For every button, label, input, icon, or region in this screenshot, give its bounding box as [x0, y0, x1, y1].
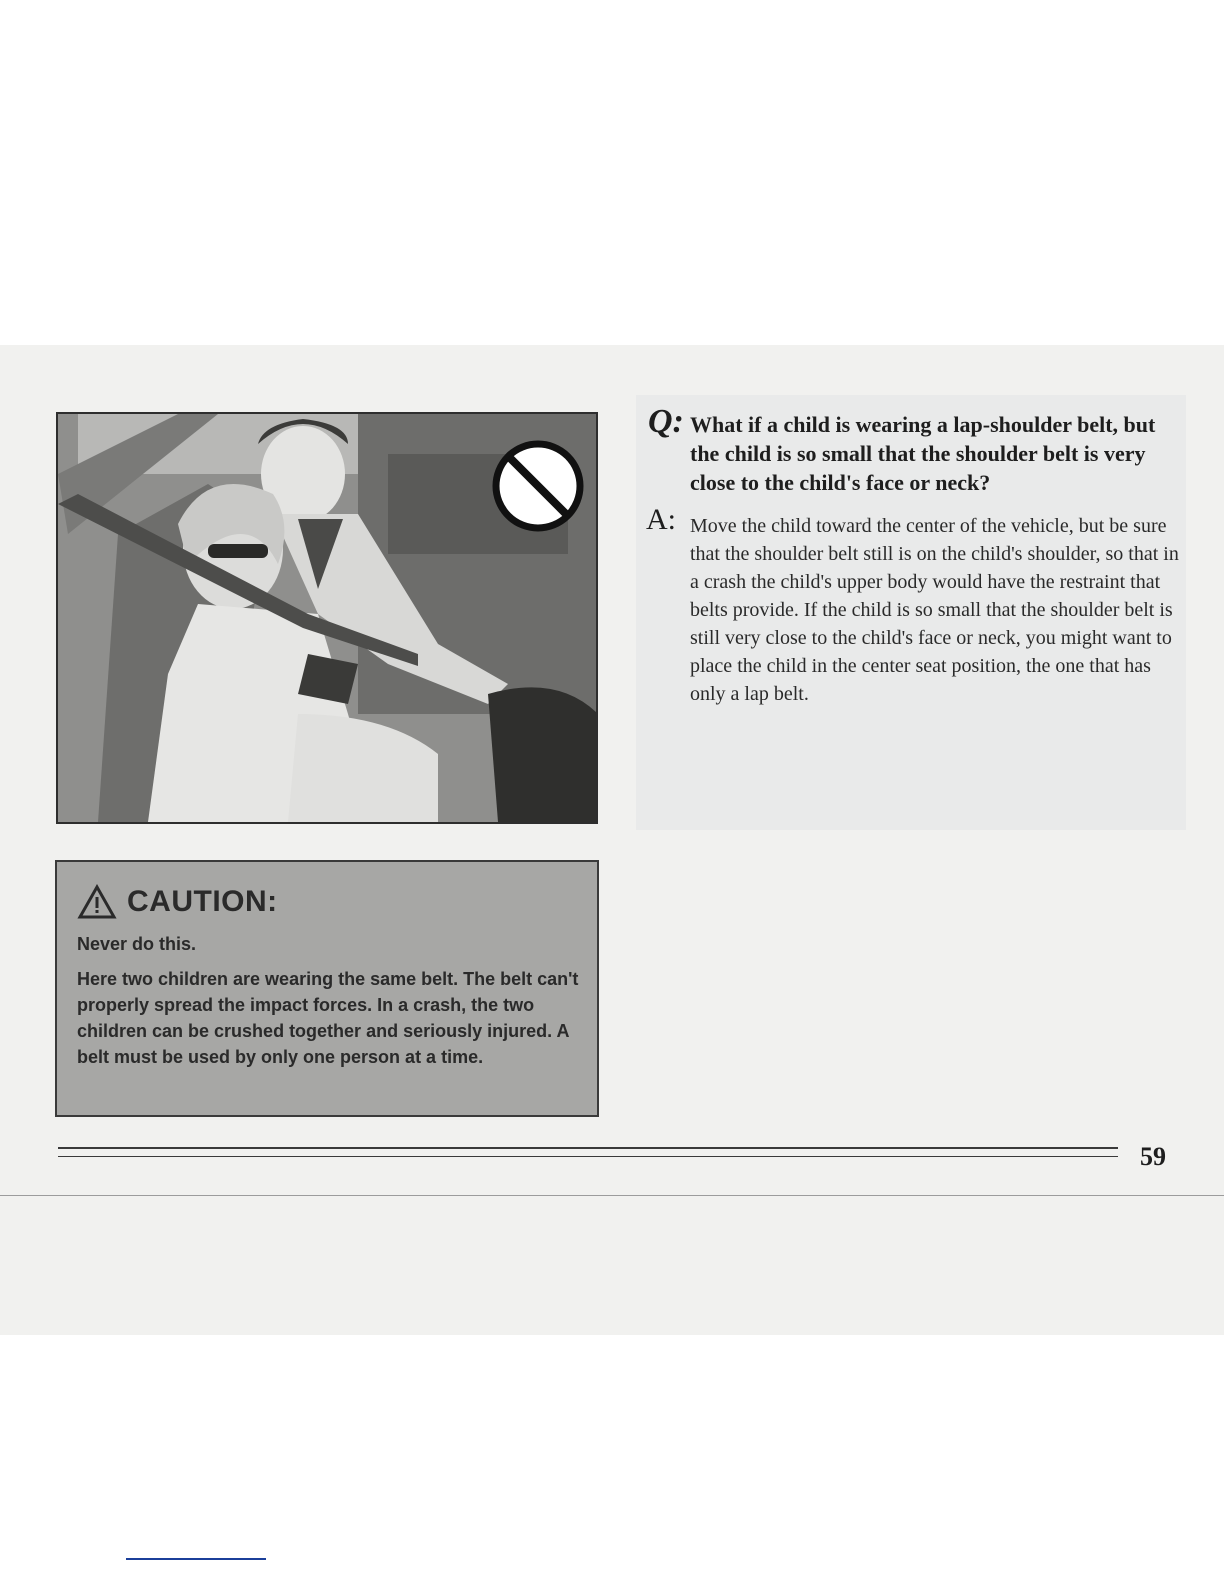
caution-box — [55, 860, 599, 1117]
page-number: 59 — [1140, 1142, 1166, 1171]
caution-header — [77, 884, 278, 920]
page-edge-line — [0, 1195, 1224, 1196]
answer-text: Move the child toward the center of the vehicle, but be sure that the shoulder belt still is on the child's shoulder, so that in a crash the child's upper body would have the restraint that belts provide. If the child is so small that the shoulder belt is still very close to the child's face or neck, you might want to place the child in the center seat position, the one that has only a lap belt. — [690, 515, 1179, 705]
illustration-two-children-one-belt — [56, 412, 598, 824]
caution-title: CAUTION: — [127, 885, 278, 918]
caution-body: Here two children are wearing the same belt. The belt can't properly spread the impact forces. In a crash, the two children can be crushed together and seriously injured. A belt must be used by only one person at a time. — [77, 969, 579, 1067]
question-label: Q: — [648, 403, 684, 440]
question-text: What if a child is wearing a lap-shoulder belt, but the child is so small that the shoulder belt is very close to the child's face or neck? — [690, 412, 1156, 495]
prohibited-icon — [496, 444, 580, 528]
answer-label: A: — [646, 503, 676, 536]
footer-rule-bottom — [58, 1156, 1118, 1157]
footer-rule-top — [58, 1147, 1118, 1149]
caution-line1: Never do this. — [77, 934, 197, 954]
warning-triangle-icon — [77, 884, 117, 920]
link-underline[interactable] — [126, 1558, 266, 1560]
